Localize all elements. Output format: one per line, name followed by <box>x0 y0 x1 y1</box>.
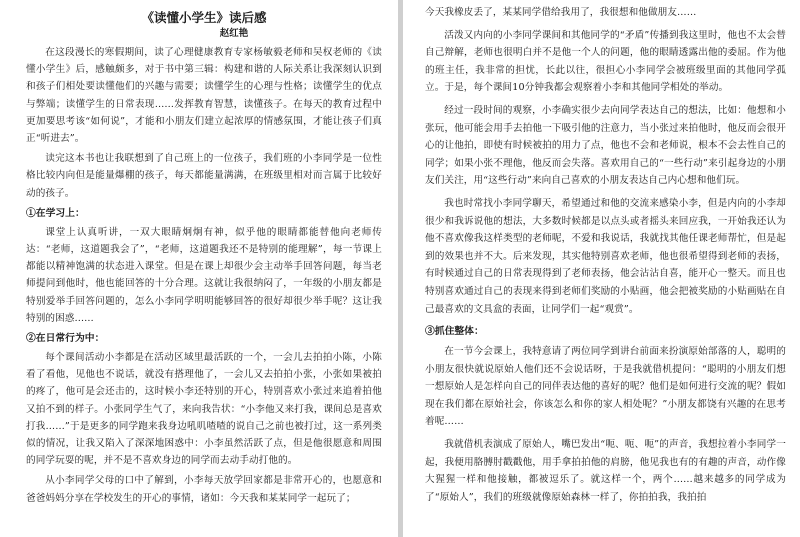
document-page-left <box>0 0 398 537</box>
body-paragraph: 每个课间活动小李都是在活动区域里最活跃的一个，一会儿去拍拍小陈，小陈看了看他，见他也不说话，就没有搭理他了，一会儿又去拍拍小张，小张如果被拍的疼了，他可是会还击的，这时候小李还特别的开心，特别喜欢小张过来追着拍他又拍不到的样子。小张同学生气了，来向我告状：“小李他又来打我，课间总是喜欢打我……”于是更多的同学跑来我身边吼叽喳喳的说自己之前也被打过，这一系列类似的情况，让我又陷入了深深地困惑中：小李虽然活跃了点，但是他很愿意和周围的同学玩耍的呢，并不是不喜欢身边的同学而去动手动打他的。 <box>26 352 382 467</box>
body-paragraph: 我也时常找小李同学聊天，希望通过和他的交流来感染小李，但是内向的小李却很少和我诉说他的想法，大多数时候都是以点头或者摇头来回应我，一开始我还认为他不喜欢像我这样类型的老师呢，不爱和我说话，我就找其他任课老师帮忙，但是起到的效果也并不大。后来发现，其实他特别喜欢老师，他也很希望得到老师的表扬，有时候通过自己的日常表现得到了老师表扬，他会沾沾自喜，能开心一整天。而且也特别喜欢通过自己的表现来得到老师们奖励的小贴画，他会把被奖励的小贴画贴在自己最喜欢的文具盒的表面，让同学们一起“观赏”。 <box>425 197 786 315</box>
body-paragraph: 从小李同学父母的口中了解到，小李每天放学回家都是非常开心的，也愿意和爸爸妈妈分享在学校发生的开心的事情，诸如：今天我和某某同学一起玩了； <box>26 475 382 504</box>
body-paragraph: 活泼又内向的小李同学课间和其他同学的“矛盾”传播到我这里时，他也不太会替自己辩解，老师也很明白并不是他一个人的问题，他的眼睛透露出他的委屈。作为他的班主任，我非常的担忧，长此以往，很担心小李同学会被班级里面的其他同学孤立。于是，每个课间10分钟我都会观察着小李和其他同学相处的举动。 <box>425 29 786 94</box>
author-name: 赵红艳 <box>219 28 249 39</box>
intro-paragraph: 在这段漫长的寒假期间，读了心理健康教育专家杨敏毅老师和吴权老师的《读懂小学生》后，感触颇多，对于书中第三辑：构建和谐的人际关系让我深刻认识到和孩子们相处要读懂他们的兴趣与需要；读懂学生的心理与性格；读懂学生的优点与弊端；读懂学生的日常表现……发挥教育智慧，读懂孩子。在每天的教育过程中更加要思考该“如何说”，才能和小朋友们建立起浓厚的情感氛围，才能让孩子们真正“听进去”。 <box>26 47 382 145</box>
document-title: 《读懂小学生》读后感 <box>141 10 267 25</box>
section-heading: ③抓住整体： <box>425 326 484 338</box>
document-page-right <box>403 0 800 537</box>
intro-paragraph: 读完这本书也让我联想到了自己班上的一位孩子，我们班的小李同学是一位性格比较内向但是能量爆棚的孩子，每天都能量满满，在班级里相对而言属于比较好动的孩子。 <box>26 153 382 199</box>
body-paragraph: 经过一段时间的观察，小李确实很少去向同学表达自己的想法，比如：他想和小张玩，他可能会用手去拍他一下吸引他的注意力，当小张过来拍他时，他反而会很开心的让他拍，即使有时候被拍的用力了点，他也不会和老师说，根本不会去性自己的同学；如果小张不理他，他反而会失落。喜欢用自己的“一些行动”来引起身边的小朋友们关注，用“这些行动”来向自己喜欢的小朋友表达自己内心想和他们玩。 <box>425 104 786 187</box>
body-paragraph: 我就借机表演成了原始人，嘴巴发出“呃、呃、呃”的声音，我想拉着小李同学一起，我便用胳膊肘戳戳他，用手拿拍拍他的肩膀，他见我也有的有趣的声音，动作像大猩猩一样和他接触，都被逗乐了。就这样一个，两个……越来越多的同学成为了“原始人”，我们的班级就像原始森林一样了，你拍拍我，我拍拍 <box>425 439 786 503</box>
section-heading: ①在学习上： <box>26 207 85 219</box>
body-paragraph: 在一节今会课上，我特意请了两位同学到讲台前面来扮演原始部落的人，聪明的小朋友很快就说原始人他们还不会说话呀，于是我就借机提问：“聪明的小朋友们想一想原始人是怎样向自己的同伴表达他的喜好的呢？他们是如何进行交流的呢？假如现在我们都在原始社会，你该怎么和你的家人相处呢？”小朋友都饶有兴趣的在思考着呢…… <box>425 346 786 428</box>
body-paragraph: 课堂上认真听讲，一双大眼睛炯炯有神，似乎他的眼睛都能替他向老师传达：“老师，这道题我会了”，“老师，这道题我还不是特别的能理解”，每一节课上都能以精神饱满的状态进入课堂。但是在课上却很少会主动举手回答问题，每当老师提问到他时，他也能回答的十分合理。这就让我很纳闷了，一年级的小朋友都是特别爱举手回答问题的，怎么小李同学明明能够回答的很好却很少举手呢？这让我特别的困惑…… <box>26 226 382 324</box>
continued-paragraph: 今天我橡皮丢了，某某同学借给我用了，我很想和他做朋友…… <box>425 7 697 18</box>
section-heading: ②在日常行为中： <box>26 333 105 345</box>
